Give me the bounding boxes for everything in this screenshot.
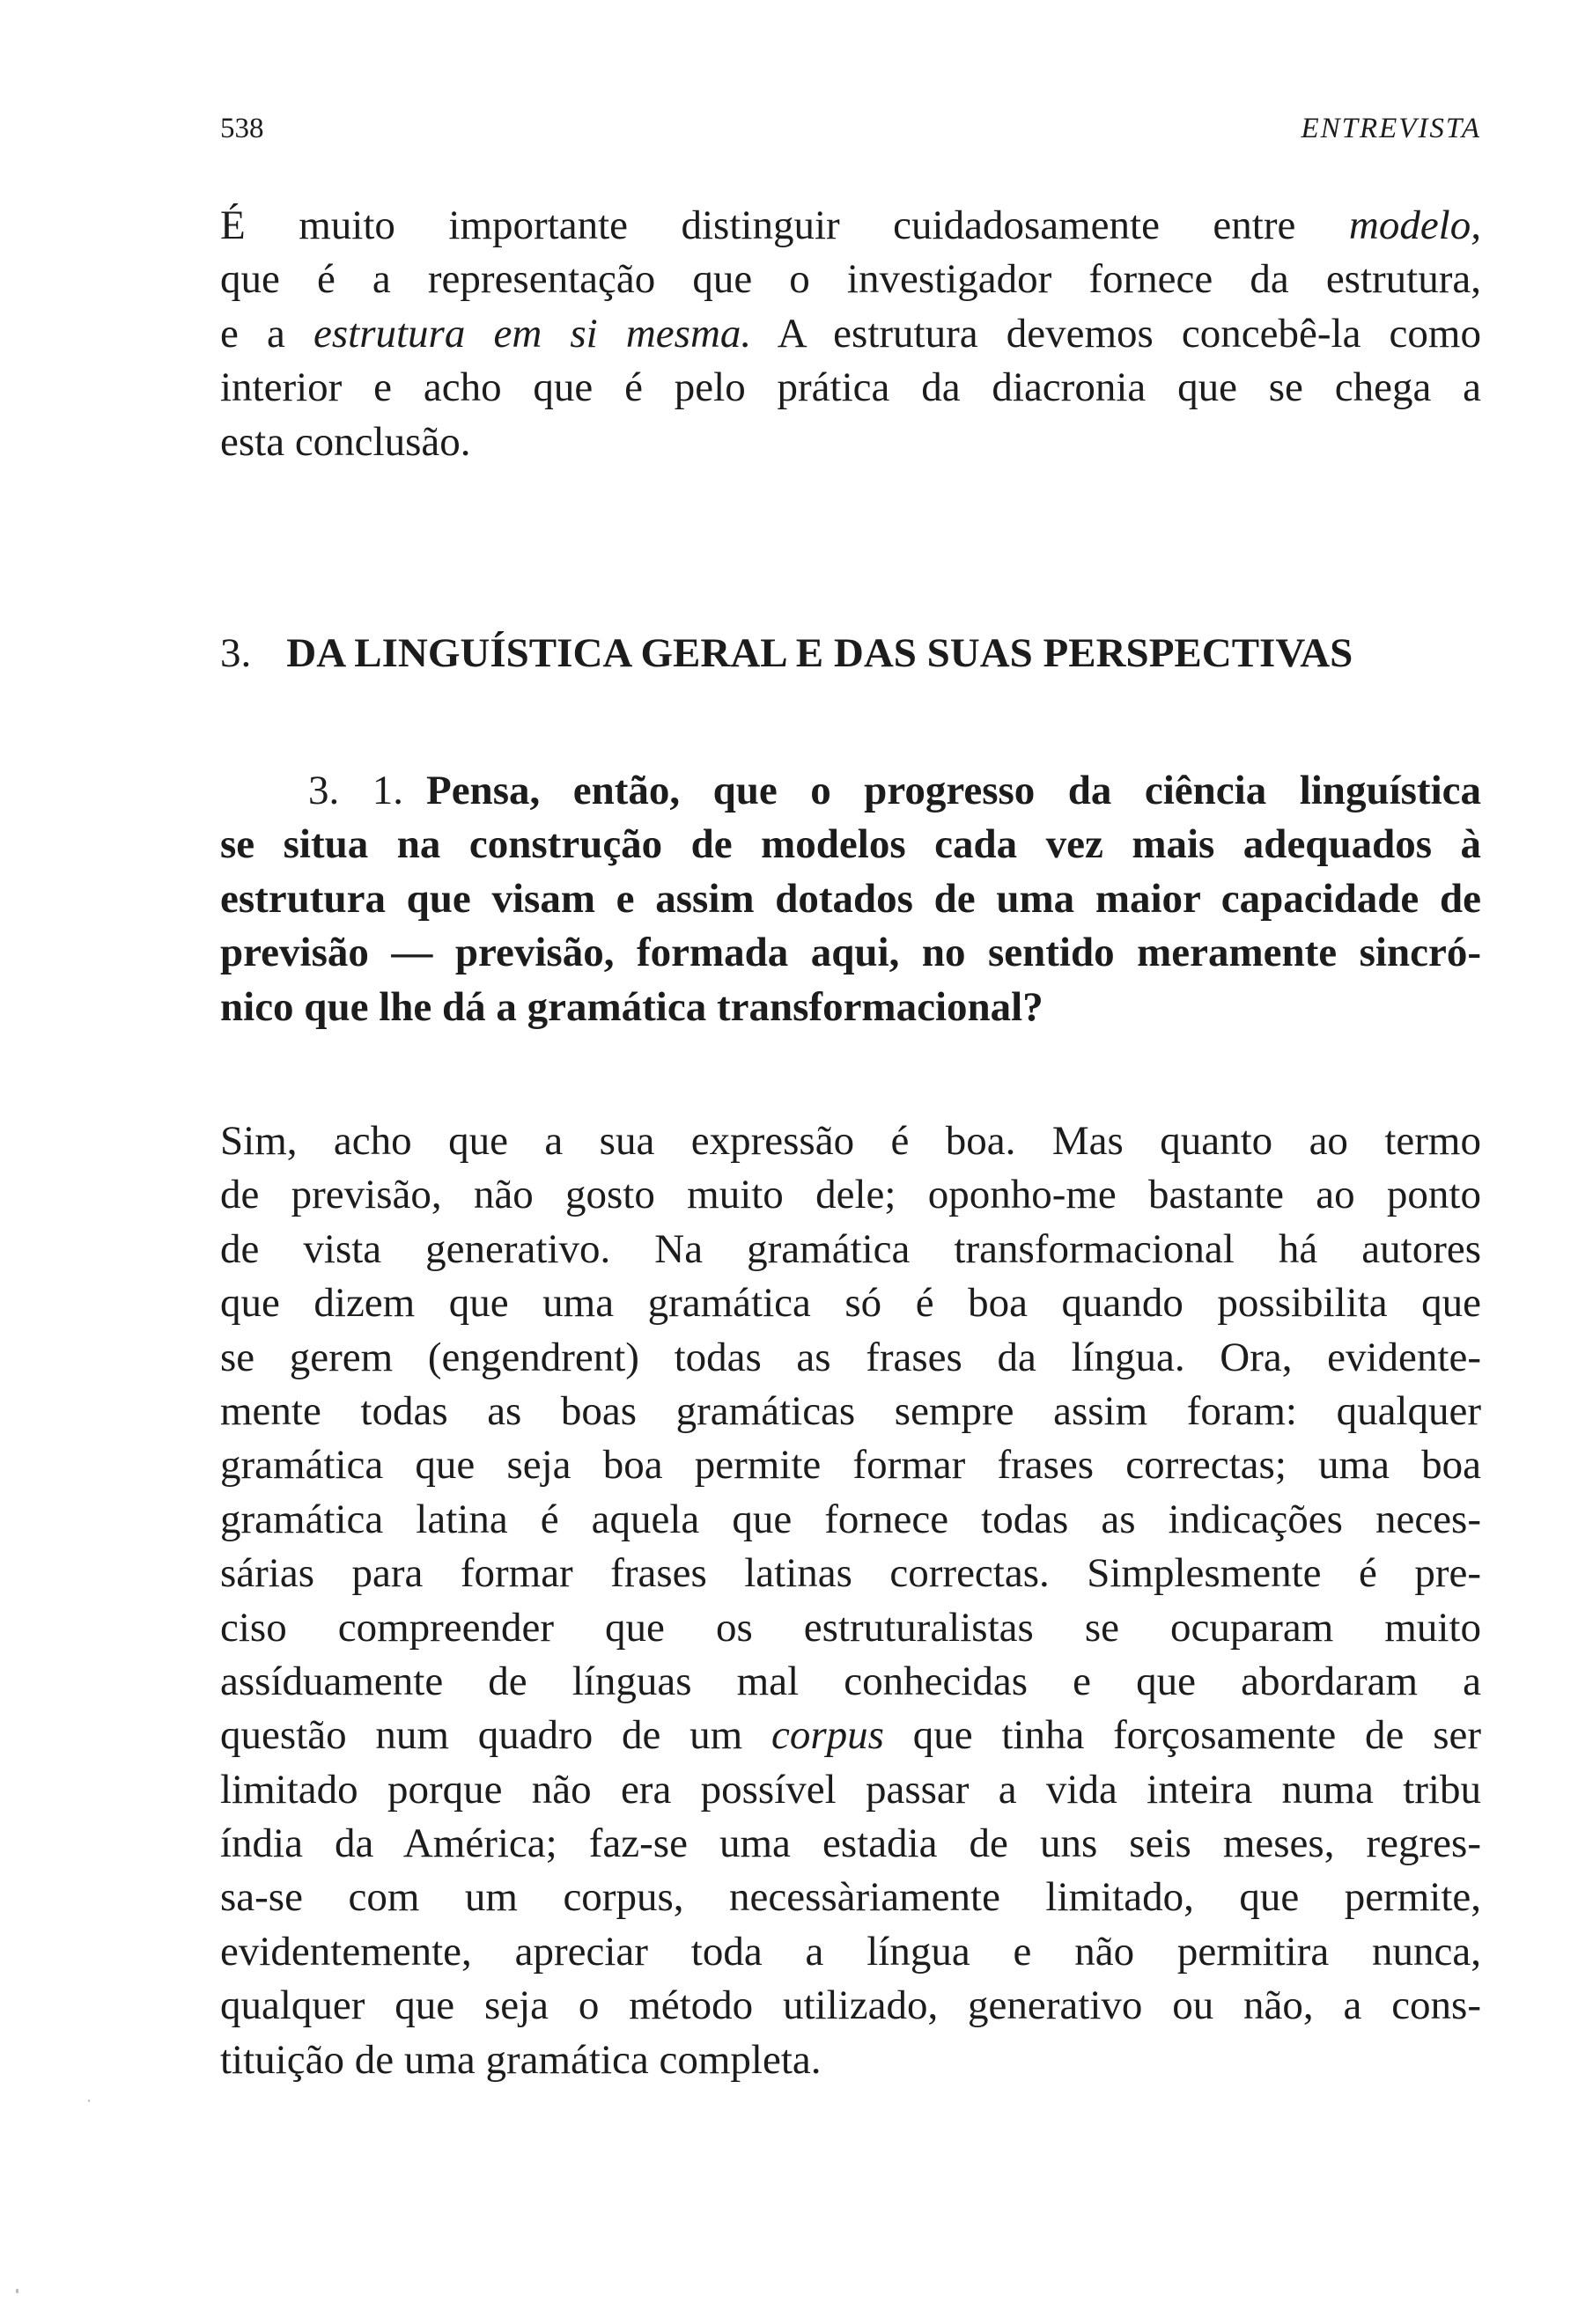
answer-paragraph-intro: [220, 199, 1481, 469]
text-line: tituição de uma gramática completa.: [220, 2036, 822, 2083]
text-line: índia da América; faz-se uma estadia de uns seis meses, regres-: [220, 1820, 1481, 1867]
text-line: ciso compreender que os estruturalistas se ocuparam muito: [220, 1604, 1481, 1651]
section-number: 3.: [220, 630, 252, 676]
text-line: questão num quadro de um corpus que tinha forçosamente de ser: [220, 1712, 1482, 1759]
emphasis: corpus: [771, 1712, 884, 1759]
text-line: esta conclusão.: [220, 418, 471, 465]
running-title: ENTREVISTA: [1301, 113, 1481, 144]
text-line: Sim, acho que a sua expressão é boa. Mas quanto ao termo: [220, 1118, 1481, 1164]
section-title: DA LINGUÍSTICA GERAL E DAS SUAS PERSPECTIVAS: [286, 630, 1353, 676]
text-line: limitado porque não era possível passar a vida inteira numa tribu: [220, 1766, 1481, 1813]
emphasis: estrutura em si mesma.: [313, 310, 752, 357]
text-line: que dizem que uma gramática só é boa quando possibilita que: [220, 1280, 1481, 1327]
text-line: sárias para formar frases latinas correctas. Simplesmente é pre-: [220, 1550, 1481, 1597]
text-line: se situa na construção de modelos cada vez mais adequados à: [220, 821, 1481, 868]
question-number: 3. 1.: [308, 768, 403, 813]
text-line: sa-se com um corpus, necessàriamente limitado, que permite,: [220, 1874, 1481, 1921]
interview-answer: [220, 1114, 1481, 2087]
text-line: gramática que seja boa permite formar frases correctas; uma boa: [220, 1442, 1481, 1489]
text-line: gramática latina é aquela que fornece todas as indicações neces-: [220, 1496, 1481, 1542]
text-line: nico que lhe dá a gramática transformacional?: [220, 983, 1043, 1030]
section-heading: [220, 629, 1481, 677]
text-line: e a estrutura em si mesma. A estrutura devemos concebê-la como: [220, 310, 1481, 357]
text-line: interior e acho que é pelo prática da diacronia que se chega a: [220, 364, 1481, 411]
text-line: que é a representação que o investigador fornece da estrutura,: [220, 256, 1481, 303]
text-line: É muito importante distinguir cuidadosamente entre modelo,: [220, 202, 1481, 248]
running-head: [220, 113, 1481, 157]
interview-question: [220, 764, 1481, 1034]
text-line: estrutura que visam e assim dotados de uma maior capacidade de: [220, 875, 1481, 922]
scan-speck: [16, 2289, 18, 2293]
emphasis: modelo,: [1348, 202, 1481, 248]
text-line: assíduamente de línguas mal conhecidas e que abordaram a: [220, 1658, 1481, 1704]
text-line: mente todas as boas gramáticas sempre assim foram: qualquer: [220, 1387, 1481, 1434]
text-line: 3. 1. Pensa, então, que o progresso da ciência linguística: [308, 768, 1482, 813]
text-line: previsão — previsão, formada aqui, no sentido meramente sincró-: [220, 930, 1481, 976]
text-line: de previsão, não gosto muito dele; oponho-me bastante ao ponto: [220, 1172, 1481, 1218]
page-number: 538: [220, 113, 264, 144]
text-line: se gerem (engendrent) todas as frases da língua. Ora, evidente-: [220, 1334, 1481, 1380]
text-line: de vista generativo. Na gramática transformacional há autores: [220, 1225, 1481, 1272]
text-line: evidentemente, apreciar toda a língua e não permitira nunca,: [220, 1928, 1481, 1975]
text-line: qualquer que seja o método utilizado, generativo ou não, a cons-: [220, 1982, 1481, 2029]
scan-speck: [88, 2100, 90, 2102]
